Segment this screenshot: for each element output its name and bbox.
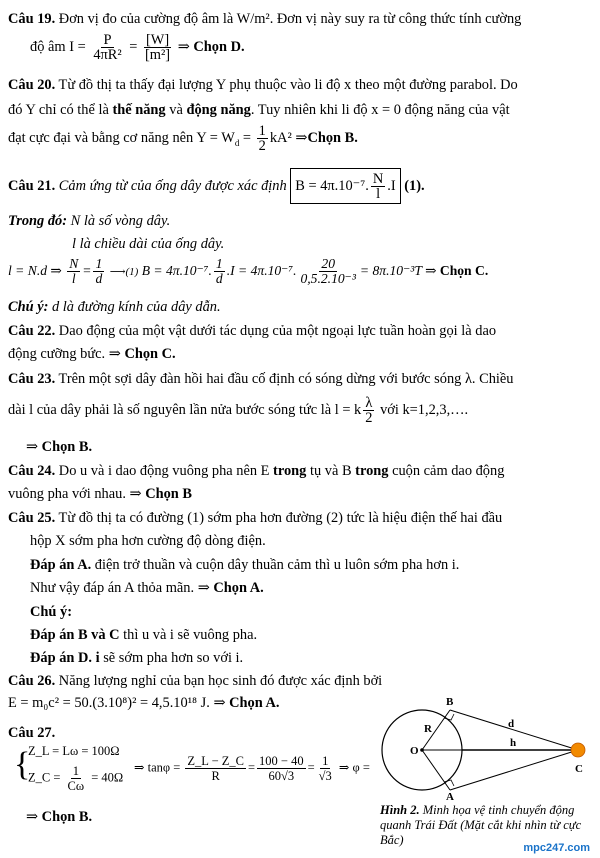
q22-text1: Dao động của một vật dưới tác dụng của một ngoại lực tuần hoàn gọi là dao (58, 323, 497, 339)
q19-line1 (8, 10, 592, 28)
q23-answer-line (26, 438, 592, 456)
q25-line2 (30, 532, 592, 550)
label-c: C (575, 763, 583, 775)
q24-answer: Chọn B (145, 486, 192, 502)
q20-eq3: kA² (269, 130, 292, 146)
q27-tan-frac3: $\frac{1}{√3}$ (318, 754, 332, 783)
q21-deriv-frac1: $\frac{N}{l}$ (69, 256, 79, 287)
q25-line3 (30, 556, 592, 574)
q21-formula-box (290, 168, 400, 204)
q22-text2: động cưỡng bức. (8, 346, 106, 362)
q27-tan-eq: = (247, 760, 256, 775)
q24-text1b: trong (273, 463, 307, 479)
q21-def1 (8, 212, 592, 230)
q21-label: Câu 21. (8, 178, 56, 194)
q26-label: Câu 26. (8, 673, 56, 689)
q25-d-label: Đáp án D. i (30, 650, 100, 666)
q21-note-label: Chú ý: (8, 299, 49, 315)
q21-deriv-c: B = 4π.10⁻⁷. (141, 263, 212, 278)
q20-label: Câu 20. (8, 77, 56, 93)
label-b: B (446, 696, 454, 708)
q25-d (30, 649, 592, 667)
q21-deriv-e: = 8π.10⁻³T (359, 263, 422, 278)
q20-answer: Chọn B. (307, 130, 358, 146)
q27-system (14, 742, 374, 798)
q21-deriv-eq: = (82, 263, 92, 278)
q23-text2a: dài l của dây phải là số nguyên lần nửa bước sóng tức là (8, 402, 332, 418)
q25-bc (30, 626, 592, 644)
q24-text1a: Do u và i dao động vuông pha nên E (58, 463, 270, 479)
q19-lhs: I = (69, 39, 86, 55)
q21-trong-do: Trong đó: (8, 213, 68, 229)
q20-line3 (8, 122, 592, 159)
q25-line1 (8, 509, 592, 527)
q19-label: Câu 19. (8, 11, 56, 27)
center-o (420, 748, 424, 752)
q25-text2: hộp X sớm pha hơn cường độ dòng điện. (30, 533, 266, 549)
q20-frac: $\frac{1}{2}$ (258, 123, 266, 155)
q24-label: Câu 24. (8, 463, 56, 479)
q27-answer: Chọn B. (41, 809, 93, 825)
q20-text1: Từ đồ thị ta thấy đại lượng Y phụ thuộc vào li độ x theo một đường parabol. Do (58, 77, 518, 93)
label-h: h (510, 737, 517, 749)
q22-line1 (8, 322, 592, 340)
q27-tan (134, 754, 370, 783)
q23-text2b: với k=1,2,3,…. (380, 402, 469, 418)
q20-text2e: . Tuy nhiên khi li độ x = 0 động năng của vật (250, 102, 510, 118)
q21-box-a: B = 4π.10⁻⁷. (295, 178, 369, 194)
q21-deriv-arrow-1: ⟶(1) (109, 266, 139, 278)
q24-arrow: ⇒ (129, 486, 142, 502)
q23-frac: $\frac{\lambda}{2}$ (365, 395, 373, 427)
q21-box-b: .I (387, 178, 396, 194)
q22-line2 (8, 345, 592, 363)
q25-arrow: ⇒ (197, 580, 210, 596)
q25-label: Câu 25. (8, 510, 56, 526)
tangent-ac (450, 750, 578, 790)
q26-answer: Chọn A. (229, 695, 280, 711)
q21-deriv-frac4: $\frac{20}{\text{0,5.2.10⁻³}}$ (300, 256, 356, 287)
q27-zc-b: = 40Ω (91, 770, 124, 785)
q24-text2: vuông pha với nhau. (8, 486, 126, 502)
q20-text2c: và (169, 102, 183, 118)
q27-arrow: ⇒ (26, 809, 39, 825)
q21-deriv-frac3: $\frac{1}{d}$ (215, 256, 223, 287)
q20-text2a: đó Y chỉ có thể là (8, 102, 109, 118)
q20-text2d: động năng (186, 102, 251, 118)
q23-arrow: ⇒ (26, 439, 39, 455)
q21-derivation (8, 254, 592, 289)
q25-text4: Như vậy đáp án A thỏa mãn. (30, 580, 195, 596)
label-d: d (508, 718, 515, 730)
q19-arrow: ⇒ (177, 39, 190, 55)
q25-note-label: Chú ý: (30, 604, 72, 620)
q22-arrow: ⇒ (108, 346, 121, 362)
q26-text1: Năng lượng nghỉ của bạn học sinh đó được xác định bởi (58, 673, 383, 689)
q23-answer: Chọn B. (41, 439, 93, 455)
q25-d-text: sẽ sớm pha hơn so với i. (103, 650, 244, 666)
q21-deriv-d: .I = 4π.10⁻⁷. (226, 263, 297, 278)
q21-note-text: d là đường kính của dây dẫn. (52, 299, 221, 315)
q21-answer: Chọn C. (439, 263, 489, 278)
q21-def2 (72, 235, 592, 253)
q25-line4 (30, 579, 592, 597)
q26-line1 (8, 672, 592, 690)
satellite-figure (372, 694, 598, 802)
figure-caption-label: Hình 2. (380, 803, 420, 817)
q24-text1c: tụ và B (309, 463, 352, 479)
q20-text3: đạt cực đại và bằng cơ năng nên (8, 130, 194, 146)
q25-bc-text: thì u và i sẽ vuông pha. (123, 627, 258, 643)
q26-arrow: ⇒ (213, 695, 226, 711)
q24-text1e: cuộn cảm dao động (392, 463, 505, 479)
label-o: O (410, 745, 419, 757)
q21-deriv-frac2: $\frac{1}{d}$ (95, 256, 103, 287)
q25-a-text: điện trở thuần và cuộn dây thuần cảm thì u luôn sớm pha hơn i. (94, 557, 460, 573)
satellite-dot (571, 743, 585, 757)
q27-tan-frac1: $\frac{Z\_L - Z\_C}{R}$ (187, 754, 244, 783)
label-a: A (446, 791, 454, 802)
q24-line2 (8, 485, 592, 503)
q20-eq: Y = W (196, 130, 235, 146)
q19-answer: Chọn D. (193, 39, 245, 55)
q27-zl: Z_L = Lω = 100Ω (28, 744, 120, 758)
q25-a-label: Đáp án A. (30, 557, 92, 573)
q19-frac2: $\frac{[W]}{\text{[m²]}}$ (145, 32, 171, 64)
q23-label: Câu 23. (8, 371, 56, 387)
q20-line2 (8, 101, 592, 119)
q21-arrow: ⇒ (425, 263, 437, 278)
q27-tan-b: ⇒ φ = (338, 760, 370, 775)
q19-formula: độ âm I = $\frac{P}{\text{4πR²}}$ = $\frac{[W]}{\text{[m²]}}$ ⇒ Chọn D. (30, 32, 245, 64)
q19-text: Đơn vị đo của cường độ âm là W/m². Đơn vị này suy ra từ công thức tính cường (58, 11, 522, 27)
q19-frac1: $\frac{P}{\text{4πR²}}$ (93, 32, 122, 64)
q24-line1 (8, 462, 592, 480)
q21-box-frac: $\frac{N}{l}$ (372, 170, 384, 202)
q22-label: Câu 22. (8, 323, 56, 339)
q27-brace: { (14, 746, 31, 783)
q23-text1: Trên một sợi dây đàn hồi hai đầu cố định có sóng dừng với bước sóng λ. Chiều (58, 371, 514, 387)
q27-tan-frac2: $\frac{100 - 40}{60√3}$ (259, 754, 304, 783)
q25-note (30, 603, 592, 621)
q21-text: Cảm ứng từ của ống dây được xác định (58, 178, 287, 194)
q23-eq: l = k (334, 402, 362, 418)
q25-text1: Từ đồ thị ta có đường (1) sớm pha hơn đường (2) tức là hiệu điện thế hai đầu (58, 510, 503, 526)
radius-oa (422, 750, 450, 790)
figure-caption-text: Minh họa vệ tinh chuyển động quanh Trái Đất (Mặt cắt khi nhìn từ cực Bắc) (380, 803, 582, 847)
q20-text2b: thế năng (112, 102, 166, 118)
q22-answer: Chọn C. (124, 346, 176, 362)
q21-line1 (8, 168, 592, 204)
q23-line2 (8, 392, 592, 428)
q19-prefix: độ âm (30, 39, 66, 55)
q27-zc (28, 764, 123, 793)
q27-zc-a: Z_C = (28, 770, 61, 785)
q27-tan-eq2: = (307, 760, 315, 775)
q25-answer: Chọn A. (213, 580, 264, 596)
q25-bc-label: Đáp án B và C (30, 627, 120, 643)
q27-tan-a: ⇒ tanφ = (134, 760, 181, 775)
label-r: R (424, 723, 432, 735)
q20-arrow: ⇒ (295, 130, 308, 146)
q20-eq2: = (242, 130, 252, 146)
q21-def2-text: l là chiều dài của ống dây. (72, 236, 225, 252)
q26-eq: E = m₀c² = 50.(3.10⁸)² = 4,5.10¹⁸ J. (8, 695, 210, 711)
q21-note (8, 298, 592, 316)
q27-label: Câu 27. (8, 725, 56, 741)
q24-text1d: trong (355, 463, 389, 479)
q21-tag: (1). (404, 178, 425, 194)
q27-zc-frac: $\frac{1}{C\omega}$ (67, 764, 85, 793)
q23-line1 (8, 370, 592, 388)
q20-eq-sub: d (234, 137, 240, 148)
q20-line1 (8, 76, 592, 94)
q21-deriv-a: l = N.d ⇒ (8, 263, 62, 278)
q21-def1-text: N là số vòng dây. (70, 213, 171, 229)
watermark: mpc247.com (523, 842, 590, 854)
